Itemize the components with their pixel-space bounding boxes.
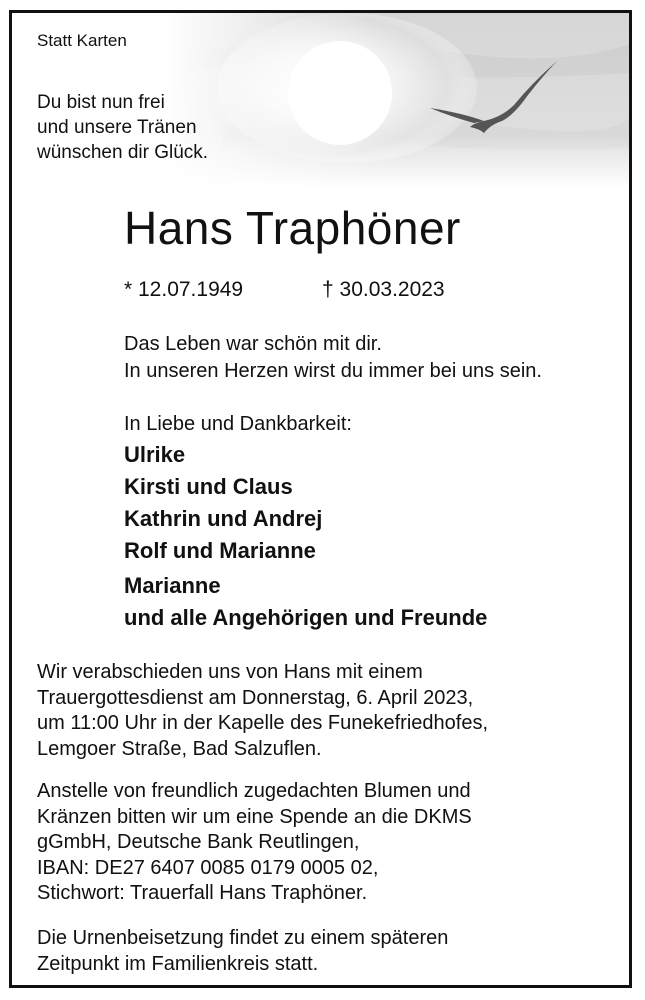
donation-line: IBAN: DE27 6407 0085 0179 0005 02, [37,856,379,879]
obituary-frame [9,10,632,988]
mourner-name: Ulrike [124,442,186,467]
service-line: Lemgoer Straße, Bad Salzuflen. [37,737,322,760]
mourner-name: Rolf und Marianne [124,538,316,563]
quote-line: Das Leben war schön mit dir. [124,333,382,355]
mourner-name: Kirsti und Claus [124,474,293,499]
poem-line: wünschen dir Glück. [37,142,209,163]
quote-line: In unseren Herzen wirst du immer bei uns sein. [124,360,542,382]
poem-line: Du bist nun frei [37,92,165,113]
poem-line: und unsere Tränen [37,117,197,138]
donation-line: Anstelle von freundlich zugedachten Blumen und [37,780,471,802]
burial-line: Die Urnenbeisetzung findet zu einem späteren [37,927,449,949]
header-label: Statt Karten [37,31,127,50]
service-line: Trauergottesdienst am Donnerstag, 6. April 2023, [37,686,474,709]
burial-info [37,926,448,977]
death-date: † 30.03.2023 [322,278,445,301]
service-line: um 11:00 Uhr in der Kapelle des Funekefriedhofes, [37,712,489,734]
mourner-name: und alle Angehörigen und Freunde [124,605,488,630]
donation-line: gGmbH, Deutsche Bank Reutlingen, [37,831,360,853]
mourners-intro: In Liebe und Dankbarkeit: [124,413,352,435]
donation-line: Kränzen bitten wir um eine Spende an die DKMS [37,805,472,828]
quote [124,331,542,385]
poem [37,90,208,165]
sky-bird-illustration [162,13,632,188]
mourner-name: Marianne [124,573,221,598]
deceased-name: Hans Traphöner [124,202,461,254]
donation-line: Stichwort: Trauerfall Hans Traphöner. [37,882,368,904]
burial-line: Zeitpunkt im Familienkreis statt. [37,952,319,975]
birth-date: * 12.07.1949 [124,278,244,301]
service-line: Wir verabschieden uns von Hans mit einem [37,661,423,683]
mourner-name: Kathrin und Andrej [124,506,323,531]
donation-info [37,779,472,907]
service-info [37,660,488,762]
